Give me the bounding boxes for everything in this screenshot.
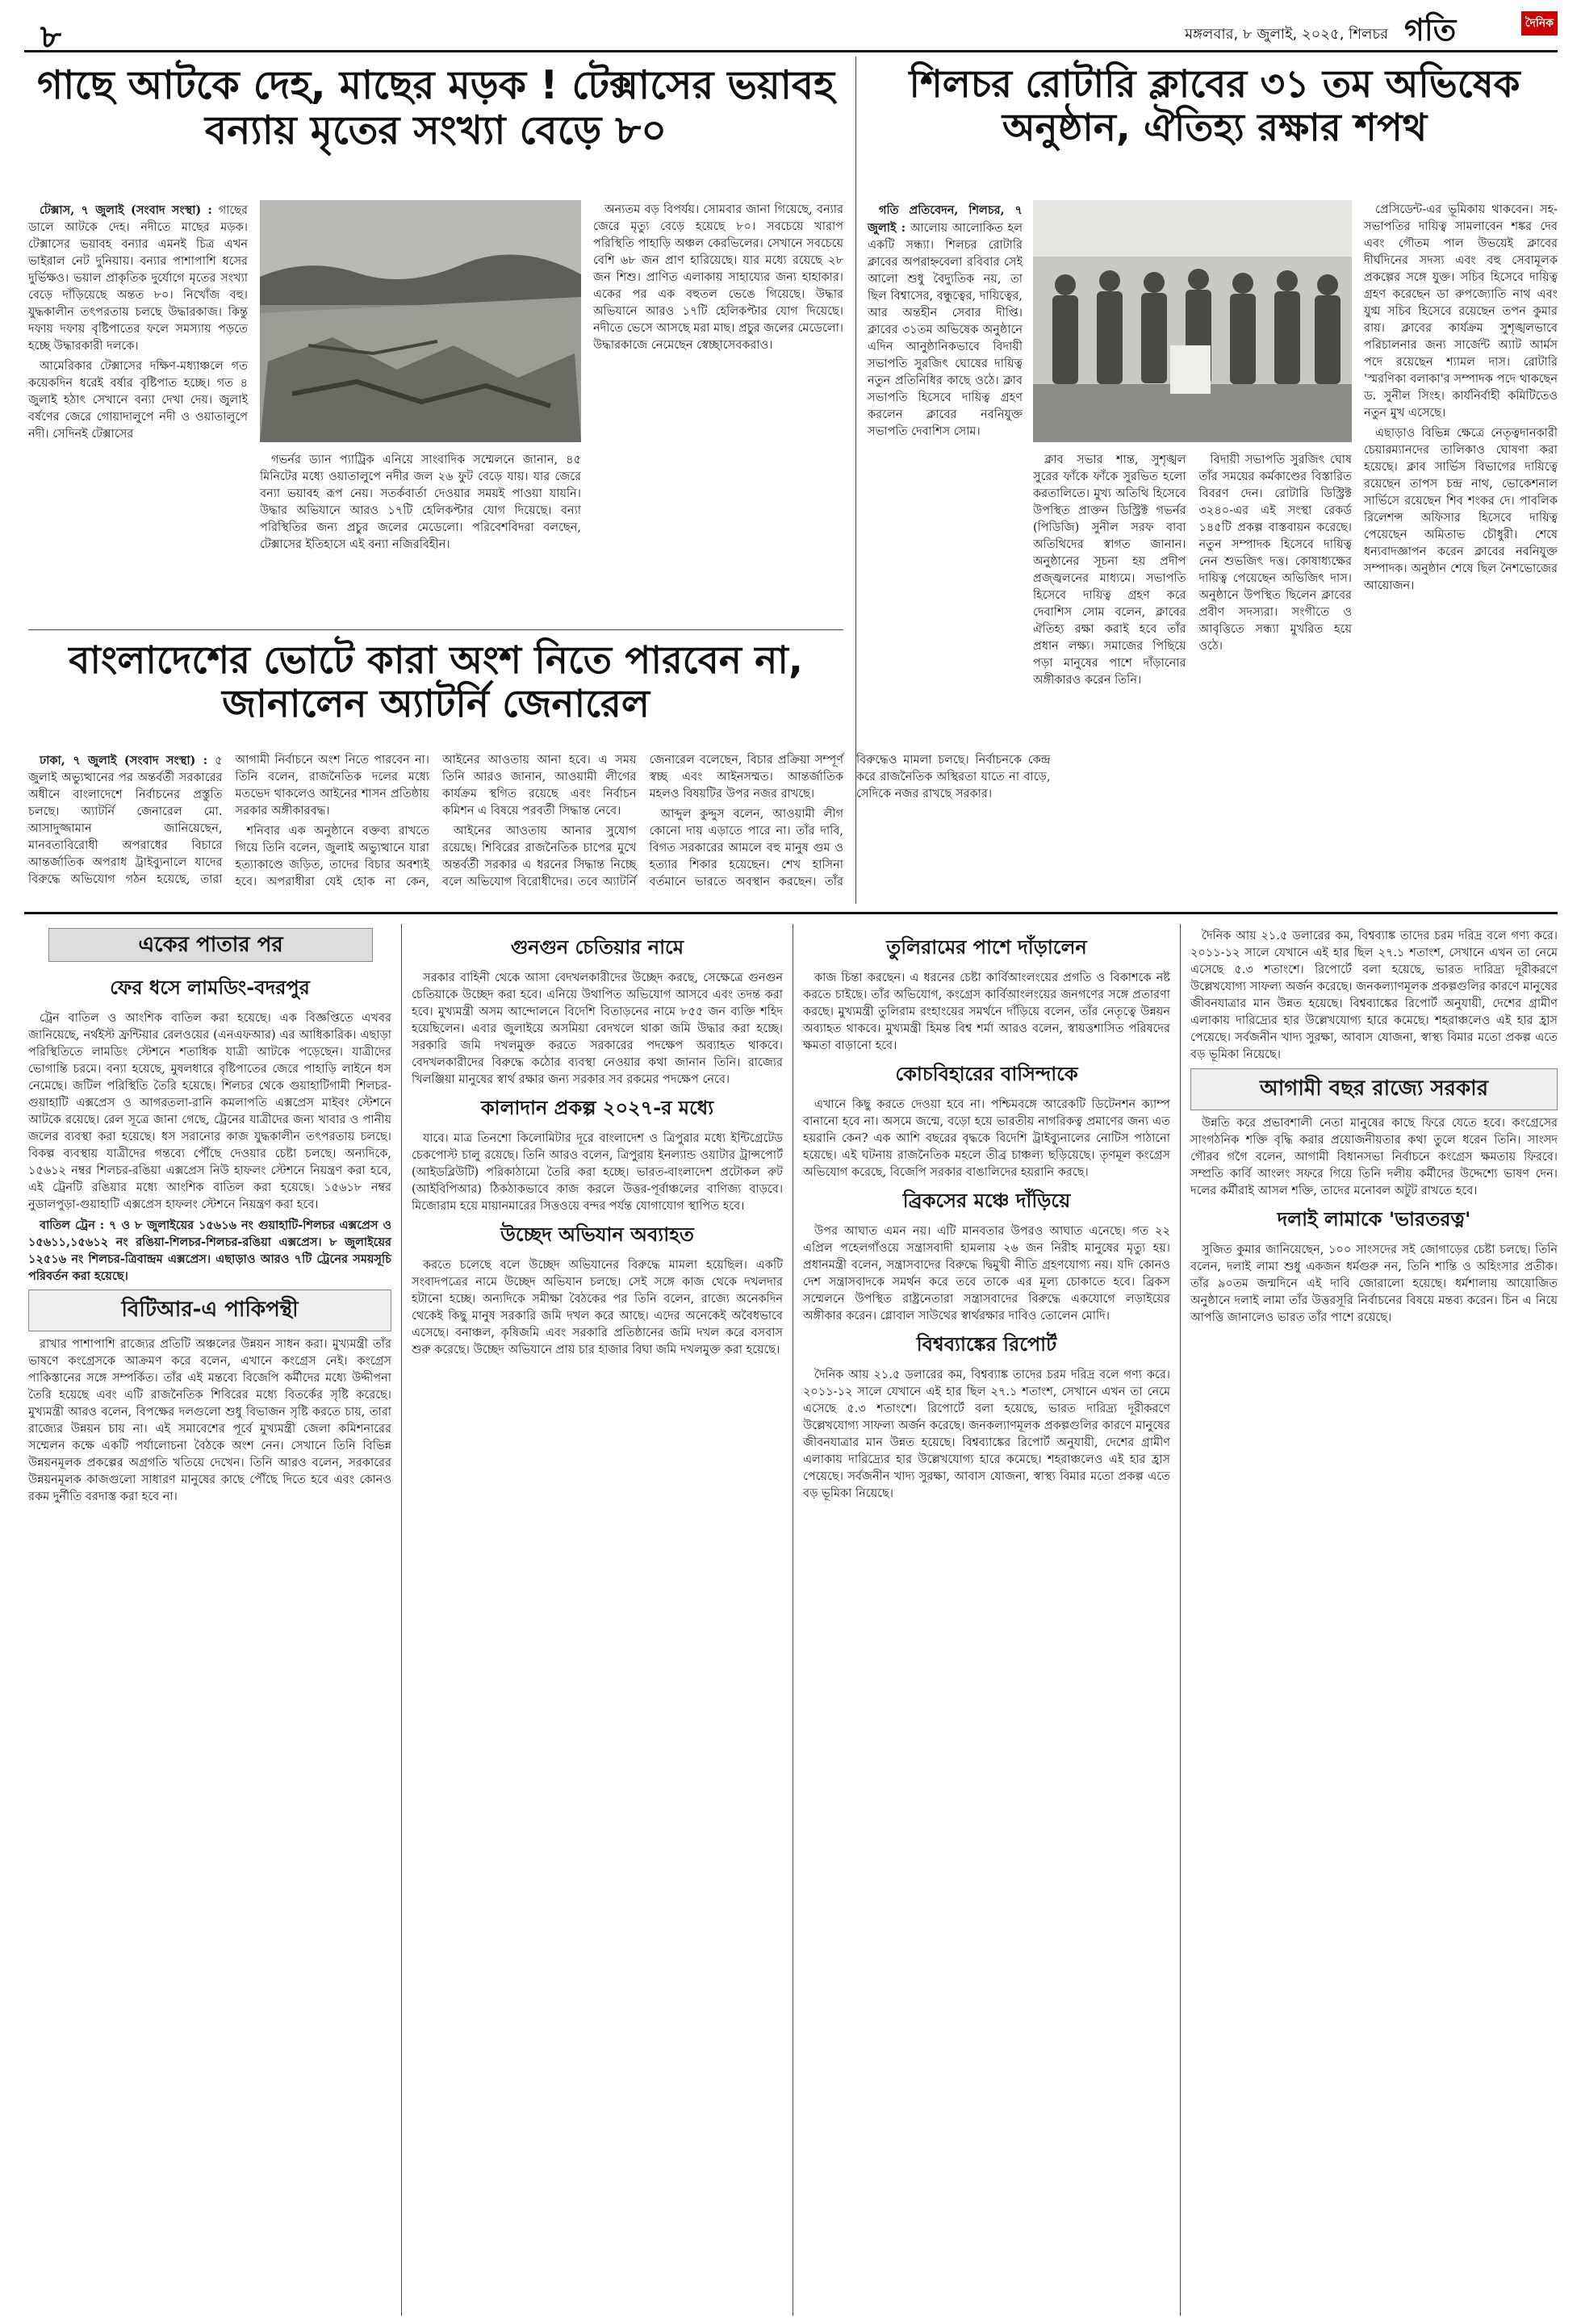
jump6-title: তুলিরামের পাশে দাঁড়ালেন: [886, 936, 1087, 959]
issue-dateline: মঙ্গলবার, ৮ জুলাই, ২০২৫, শিলচর: [1185, 26, 1388, 43]
masthead-rule: [24, 50, 1558, 52]
jump-col3: [803, 928, 1170, 2316]
jump-col4: [1190, 928, 1558, 2316]
story1-col1: [28, 202, 248, 621]
story1-paragraph-2: আমেরিকার টেক্সাসের দক্ষিণ-মধ্যাঞ্চলে গত কয়েকদিন ধরেই বর্ষার বৃষ্টিপাত হচ্ছে। গত ৪ জুলাই হঠাৎ সেখানে বন্যা দেখা দেয়। জুলাই বর্ষণের জেরে গোয়াদালুপে নদী ও ওয়াতালুপে নদী। সেদিনই টেক্সাসের: [28, 360, 248, 441]
jump-col2: [412, 928, 783, 2316]
jump10-text: উন্নতি করে প্রভাবশালী নেতা মানুষের কাছে ফিরে যেতে হবে। কংগ্রেসের সাংগঠনিক শক্তি বৃদ্ধি করার প্রয়োজনীয়তার কথা তুলে ধরেন তিনি। সাংসদ গৌরব গগৈ বলেন, আগামী বিধানসভা নির্বাচনে কংগ্রেস ক্ষমতায় ফিরবে। সম্প্রতি কার্বি আংলং সফরে গিয়ে তিনি দলীয় কর্মীদের উদ্দেশ্যে ভাষণ দেন। দলের কর্মীরাই আসল শক্তি, তাদের মনোবল অটুট রাখতে হবে।: [1190, 1117, 1558, 1198]
story1-col2: [260, 452, 581, 621]
jump1-title: ফের ধসে লামডিং-বদরপুর: [110, 976, 310, 999]
story3-paragraph-4: আব্দুল কুদ্দুস বলেন, আওয়ামী লীগ কোনো দায় এড়াতে পারে না। তাঁর দাবি, বিগত সরকারের আমলে বহু মানুষ গুম ও হত্যার শিকার হয়েছেন। শেখ হাসিনা বর্তমানে ভারতে অবস্থান করছেন। তাঁর বিরুদ্ধেও মামলা চলছে। নির্বাচনকে কেন্দ্র করে রাজনৈতিক অস্থিরতা যাতে না বাড়ে, সেদিকে নজর রাখছে সরকার।: [649, 754, 1051, 888]
jump9-continued: দৈনিক আয় ২১.৫ ডলারের কম, বিশ্বব্যাঙ্ক তাদের চরম দরিদ্র বলে গণ্য করে। ২০১১-১২ সালে যেখানে এই হার ছিল ২৭.১ শতাংশ, সেখানে এখন তা নেমে এসেছে ৫.৩ শতাংশে। রিপোর্টে বলা হয়েছে, ভারত দারিদ্র্য দূরীকরণে উল্লেখযোগ্য সাফল্য অর্জন করেছে। জনকল্যাণমূলক প্রকল্পগুলির কারণে মানুষের জীবনযাত্রার মান উন্নত হয়েছে। বিশ্বব্যাঙ্কের রিপোর্ট অনুযায়ী, দেশের গ্রামীণ এলাকায় দারিদ্র্যের হার উল্লেখযোগ্য হারে কমেছে। শহরাঞ্চলেও এই হার হ্রাস পেয়েছে। সর্বজনীন খাদ্য সুরক্ষা, আবাস যোজনা, স্বাস্থ্য বিমার মতো প্রকল্প এতে বড় ভূমিকা নিয়েছে।: [1190, 930, 1558, 1061]
story2-dateline: গতি প্রতিবেদন, শিলচর, ৭ জুলাই :: [868, 203, 1023, 235]
story2-paragraph-5: এছাড়াও বিভিন্ন ক্ষেত্রে নেতৃত্বদানকারী চেয়ারম্যানদের তালিকাও ঘোষণা করা হয়েছে। ক্লাব সার্ভিস বিভাগের দায়িত্বে রয়েছেন তাপস চন্দ্র নাথ, ভোকেশনাল সার্ভিসে রয়েছেন শিব শংকর দে। পাবলিক রিলেশন্স অফিসার হিসেবে দায়িত্ব পেয়েছেন অমিতাভ চৌধুরী। শেষে ধন্যবাদজ্ঞাপন করেন ক্লাবের নবনিযুক্ত সম্পাদক। অনুষ্ঠান শেষে ছিল নৈশভোজের আয়োজন।: [1364, 427, 1558, 592]
story1-dateline: টেক্সাস, ৭ জুলাই (সংবাদ সংস্থা) :: [40, 203, 212, 217]
story3-paragraph-1: ৫ জুলাই অভ্যুত্থানের পর অন্তর্বর্তী সরকারের অধীনে বাংলাদেশে নির্বাচনের প্রস্তুতি চলছে। অ্যাটর্নি জেনারেল মো. আসাদুজ্জামান জানিয়েছেন, মানবতাবিরোধী অপরাধের বিচারে আন্তর্জাতিক অপরাধ ট্রাইব্যুনালে যাদের বিরুদ্ধে অভিযোগ গঠন হয়েছে, তারা আগামী নির্বাচনে অংশ নিতে পারবেন না। তিনি বলেন, রাজনৈতিক দলের মধ্যে মতভেদ থাকলেও আইনের শাসন প্রতিষ্ঠায় সরকার অঙ্গীকারবদ্ধ।: [28, 754, 429, 886]
jump7-text: এখানে কিছু করতে দেওয়া হবে না। পশ্চিমবঙ্গে আরেকটি ডিটেনশন ক্যাম্প বানানো হবে না। অসমে জন্মে, বড়ো হয়ে ভারতীয় নাগরিকত্ব প্রমাণের জন্য এত হয়রানি কেন? এক আশি বছরের বৃদ্ধকে বিদেশি ট্রাইব্যুনালের নোটিস পাঠানো হয়েছে। এই ঘটনায় রাজনৈতিক মহলে তীব্র চাঞ্চল্য ছড়িয়েছে। তৃণমূল কংগ্রেস অভিযোগ করেছে, বিজেপি সরকার বাঙালিদের হয়রানি করছে।: [803, 1098, 1170, 1179]
jump2-text: রাখার পাশাপাশি রাজ্যের প্রতিটি অঞ্চলের উন্নয়ন সাধন করা। মুখ্যমন্ত্রী তাঁর ভাষণে কংগ্রেসকে আক্রমণ করে বলেন, এখানে কংগ্রেস নেই। কংগ্রেস পাকিস্তানের সঙ্গে সম্পর্কিত। তাঁর এই মন্তব্যে বিজেপি কর্মীদের মধ্যে উদ্দীপনা তৈরি হয়েছে এবং এটি রাজনৈতিক শিবিরের মধ্যে বিতর্কের সৃষ্টি করেছে। মুখ্যমন্ত্রী আরও বলেন, বিপক্ষের দলগুলো শুধু বিভাজন সৃষ্টি করতে চায়, তারা রাজ্যের উন্নয়ন চায় না। এই সমাবেশের পূর্বে মুখ্যমন্ত্রী জেলা কমিশনারের সম্মেলন কক্ষে একটি পর্যালোচনা বৈঠকে অংশ নেন। সেখানে তিনি বিভিন্ন উন্নয়নমূলক প্রকল্পের অগ্রগতি খতিয়ে দেখেন। তিনি আরও বলেন, সরকারের উন্নয়নমূলক কাজগুলো সাধারণ মানুষের কাছে পৌঁছে দিতে হবে এবং কোনও রকম দুর্নীতি বরদাস্ত করা হবে না।: [28, 1338, 391, 1503]
story3-dateline: ঢাকা, ৭ জুলাই (সংবাদ সংস্থা) :: [40, 754, 208, 767]
column-divider: [1180, 924, 1181, 2316]
jump9-title: বিশ্বব্যাঙ্কের রিপোর্ট: [916, 1333, 1057, 1356]
column-divider: [855, 56, 856, 904]
logo-text: গতি: [1404, 12, 1457, 48]
jump5-text: করতে চলেছে বলে উচ্ছেদ অভিযানের বিরুদ্ধে মামলা হয়েছিল। একটি সংবাদপত্রের নামে উচ্ছেদ অভিযান চলছে। সেই সঙ্গে কাজ থেকে দখলদার হটানো হচ্ছে। অন্যদিকে সমীক্ষা বৈঠকের পর তিনি বলেন, রাজ্যে অনেকদিন থেকেই কিছু মানুষ সরকারি জমি দখল করে আছে। এদের অনেকেই অবৈধভাবে এসেছে। বনাঞ্চল, কৃষিজমি এবং সরকারি প্রতিষ্ঠানের জমি দখল করে বসবাস শুরু করেছে। উচ্ছেদ অভিযানে প্রায় চার হাজার বিঘা জমি দখলমুক্ত করা হয়েছে।: [412, 1259, 783, 1356]
jump7-title: কোচবিহারের বাসিন্দাকে: [895, 1063, 1078, 1085]
jump2-title: বিটিআর-এ পাকিপন্থী: [28, 1289, 391, 1331]
jump5-title: উচ্ছেদ অভিযান অব্যাহত: [500, 1223, 694, 1246]
section-rule: [24, 912, 1558, 914]
flood-photo-image: [260, 200, 581, 442]
rotary-photo: [1033, 200, 1352, 442]
story1-paragraph-4: অন্যতম বড় বিপর্যয়। সোমবার জানা গিয়েছে, বন্যার জেরে মৃত্যু বেড়ে হয়েছে ৮০। সবচেয়ে খারাপ পরিস্থিতি পাহাড়ি অঞ্চল কেরভিলের। সেখানে সবচেয়ে বেশি ৬৮ জন প্রাণ হারিয়েছে। যার মধ্যে রয়েছে ২৮ জন শিশু। প্রাণিত এলাকায় সাহায্যের জন্য হাহাকার। একের পর এক বহুতল ভেঙে গিয়েছে। উদ্ধার অভিযানে আরও ১৭টি হেলিকপ্টার যোগ দিয়েছে। নদীতে ভেসে আসছে মরা মাছ। প্রচুর জলের মেডেলো। উদ্ধারকাজে নেমেছেন স্বেচ্ছাসেবকরাও।: [593, 203, 843, 352]
story2-col1: [868, 202, 1023, 904]
story3-headline: বাংলাদেশের ভোটে কারা অংশ নিতে পারবেন না, জানালেন অ্যাটর্নি জেনারেল: [69, 638, 803, 727]
jump4-text: যাবে। মাত্র তিনশো কিলোমিটার দূরে বাংলাদেশ ও ত্রিপুরার মধ্যে ইন্টিগ্রেটেড চেকপোস্ট চালু রয়েছে। তিনি আরও বলেন, ত্রিপুরায় ইনল্যান্ড ওয়াটার ট্রান্সপোর্ট (আইডব্লিউটি) পরিকাঠামো তৈরি করা হচ্ছে। ভারত-বাংলাদেশ প্রটোকল রুট (আইবিপিআর) ঠিকঠাকভাবে কাজ করলে উত্তর-পূর্বাঞ্চলের বাণিজ্য বাড়বে। মিজোরাম হয়ে মায়ানমারের সিত্তওয়ে বন্দর পর্যন্ত যোগাযোগ স্থাপিত হবে।: [412, 1132, 783, 1213]
story3-body: [28, 752, 1051, 901]
story1-paragraph-1: গাছের ডালে আটকে দেহ। নদীতে মাছের মড়ক। টেক্সাসের ভয়াবহ বন্যার এমনই চিত্র এখন ভাইরাল নেট দুনিয়ায়। বন্যার পাশাপাশি ধসের দুর্ভিক্ষও। ভয়াল প্রাকৃতিক দুর্যোগে মৃতের সংখ্যা বেড়ে দাঁড়িয়েছে অন্তত ৮০। নিখোঁজ বহু। যুদ্ধকালীন তৎপরতায় চলছে উদ্ধারকাজ। কিন্তু দফায় দফায় বৃষ্টিপাতের ফলে সমস্যায় পড়তে হচ্ছে উদ্ধারকারী দলকে।: [28, 204, 248, 353]
jump3-title: গুনগুন চেতিয়ার নামে: [510, 936, 684, 959]
jump-section-banner: একের পাতার পর: [48, 928, 373, 962]
jump1-notice: বাতিল ট্রেন : ৭ ও ৮ জুলাইয়ের ১৫৬১৬ নং গুয়াহাটি-শিলচর এক্সপ্রেস ও ১৫৬১১,১৫৬১২ নং রঙিয়া-শিলচর-শিলচর-রঙিয়া এক্সপ্রেস। ৮ জুলাইয়ের ১২৫১৬ নং শিলচর-ত্রিবান্দ্রম এক্সপ্রেস। এছাড়াও আরও ৭টি ট্রেনের সময়সূচি পরিবর্তন করা হয়েছে।: [28, 1218, 391, 1283]
newspaper-logo: [1404, 6, 1558, 47]
story3-paragraph-3: আইনের আওতায় আনার সুযোগ রয়েছে। শিবিরের রাজনৈতিক চাপের মুখে অন্তর্বর্তী সরকার এ ধরনের সিদ্ধান্ত নিচ্ছে বলে অভিযোগ বিরোধীদের। তবে অ্যাটর্নি জেনারেল বলেছেন, বিচার প্রক্রিয়া সম্পূর্ণ স্বচ্ছ এবং আইনসম্মত। আন্তর্জাতিক মহলও বিষয়টির উপর নজর রাখছে।: [442, 754, 843, 888]
column-divider: [401, 924, 402, 2316]
jump11-title: দলাই লামাকে 'ভারতরত্ন': [1277, 1208, 1471, 1231]
jump6-text: কাজ চিন্তা করছেন। এ ধরনের চেষ্টা কার্বিআংলংয়ের প্রগতি ও বিকাশকে নষ্ট করতে চাইছে। তাঁর অভিযোগ, কংগ্রেস কার্বিআংলংয়ের জনগণের সঙ্গে প্রতারণা করছে। মুখ্যমন্ত্রী তুলিরাম রংহাংয়ের সমর্থনে দাঁড়িয়ে বলেন, তাঁর নেতৃত্বে উন্নয়ন অব্যাহত থাকবে। মুখ্যমন্ত্রী হিমন্ত বিশ্ব শর্মা আরও বলেন, স্বায়ত্তশাসিত পরিষদের ক্ষমতা বাড়ানো হবে।: [803, 972, 1170, 1052]
story3-paragraph-2: শনিবার এক অনুষ্ঠানে বক্তব্য রাখতে গিয়ে তিনি বলেন, জুলাই অভ্যুত্থানে যারা হত্যাকাণ্ডে জড়িত, তাদের বিচার অবশ্যই হবে। অপরাধীরা যেই হোক না কেন, আইনের আওতায় আনা হবে। এ সময় তিনি আরও জানান, আওয়ামী লীগের কার্যক্রম স্থগিত রয়েছে এবং নির্বাচন কমিশন এ বিষয়ে পরবর্তী সিদ্ধান্ত নেবে।: [235, 754, 637, 888]
logo-tag: দৈনিক: [1521, 11, 1558, 36]
story2-headline: শিলচর রোটারি ক্লাবের ৩১ তম অভিষেক অনুষ্ঠান, ঐতিহ্য রক্ষার শপথ: [909, 62, 1520, 151]
jump8-text: উপর আঘাত এমন নয়। এটি মানবতার উপরও আঘাত এনেছে। গত ২২ এপ্রিল পহেলগাঁওয়ে সন্ত্রাসবাদী হামলায় ২৬ জন নিরীহ মানুষের মৃত্যু হয়। প্রধানমন্ত্রী বলেন, সন্ত্রাসবাদের বিরুদ্ধে দ্বিমুখী নীতি গ্রহণযোগ্য নয়। যদি কোনও দেশ সন্ত্রাসবাদকে সমর্থন করে তবে তাকে এর মূল্য চোকাতে হবে। ব্রিকস সম্মেলনে উপস্থিত রাষ্ট্রনেতারা সন্ত্রাসবাদের বিরুদ্ধে একযোগে লড়াইয়ের অঙ্গীকার করেন। গ্লোবাল সাউথের স্বার্থরক্ষার দাবিও তোলেন মোদি।: [803, 1225, 1170, 1323]
divider: [28, 629, 843, 630]
jump1-text: ট্রেন বাতিল ও আংশিক বাতিল করা হয়েছে। এক বিজ্ঞপ্তিতে এখবর জানিয়েছে, নর্থইস্ট ফ্রন্টিয়ার রেলওয়ের (এনএফআর) এর আধিকারিক। এছাড়া পরিস্থিতিতে লামডিং স্টেশনে শতাধিক যাত্রী আটকে পড়েছেন। যাত্রীদের ভোগান্তি চরমে। বন্যা হয়েছে, মুষলধারে বৃষ্টিপাতের জেরে পাহাড়ি লাইনে ধস নেমেছে। জটিল পরিস্থিতি তৈরি হয়েছে। শিলচর থেকে গুয়াহাটিগামী শিলচর-গুয়াহাটি এক্সপ্রেস ও আগরতলা-রানি কমলাপতি এক্সপ্রেস মাইবং স্টেশনে আটকে রয়েছে। রেল সূত্রে জানা গেছে, ট্রেনের যাত্রীদের জন্য খাবার ও পানীয় জলের ব্যবস্থা করা হয়েছে। ধস সরানোর কাজ যুদ্ধকালীন তৎপরতায় চলছে। বিকল্প ব্যবস্থায় যাত্রীদের গন্তব্যে পৌঁছে দেওয়ার চেষ্টা চলছে। অন্যদিকে, ১৫৬১২ নম্বর শিলচর-রঙিয়া এক্সপ্রেস নিউ হাফলং স্টেশনে নিয়ন্ত্রণ করা হবে, এই ট্রেনটি রঙিয়ার মধ্যে আংশিক বাতিল করা হয়েছে। ১৫৬১৮ নম্বর নুডালপুড়া-গুয়াহাটি এক্সপ্রেস হাফলং স্টেশনে নিয়ন্ত্রণ করা হবে।: [28, 1012, 391, 1211]
flood-photo: [260, 200, 581, 442]
story1-paragraph-3: গভর্নর ড্যান প্যাট্রিক এনিয়ে সাংবাদিক সম্মেলনে জানান, ৪৫ মিনিটের মধ্যে ওয়াতালুপে নদীর জল ২৬ ফুট বেড়ে যায়। যার জেরে বন্যা ভয়াবহ রূপ নেয়। সতর্কবার্তা দেওয়ার সময়ই পাওয়া যায়নি। উদ্ধার অভিযানে আরও ১৭টি হেলিকপ্টার যোগ দিয়েছে। বন্যা পরিস্থিতির জন্য প্রচুর জলের মেডেলো। পরিবেশবিদরা বলছেন, টেক্সাসের ইতিহাসে এই বন্যা নজিরবিহীন।: [260, 454, 581, 551]
jump10-title: আগামী বছর রাজ্যে সরকার: [1190, 1068, 1558, 1110]
masthead: [24, 6, 1558, 56]
jump-col1: [28, 968, 391, 2316]
story2-paragraph-4: প্রেসিডেন্ট-এর ভূমিকায় থাকবেন। সহ-সভাপতির দায়িত্ব সামলাবেন শঙ্কর দেব এবং গৌতম পাল উভয়েই ক্লাবের দীর্ঘদিনের সদস্য এবং বহু সেবামূলক প্রকল্পের সঙ্গে যুক্ত। সচিব হিসেবে দায়িত্ব গ্রহণ করেছেন ডা রুপজ্যোতি নাথ এবং যুগ্ম সচিব হিসেবে রয়েছেন তপন কুমার রায়। ক্লাবের কার্যক্রম সুশৃঙ্খলভাবে পরিচালনার জন্য সার্জেন্ট অ্যাট আর্মস পদে রয়েছেন শ্যামল দাস। রোটারি 'স্মরণিকা বলাকা'র সম্পাদক পদে থাকছেন ড. সুনীল সিংহ। কার্যনির্বাহী কমিটিতেও নতুন মুখ এসেছে।: [1364, 203, 1558, 420]
jump3-text: সরকার বাহিনী থেকে আসা বেদখলকারীদের উচ্ছেদ করছে, সেক্ষেত্রে গুনগুন চেতিয়াকে উচ্ছেদ করা হবে। এনিয়ে উথাপিত অভিযোগ আসবে এবং তদন্ত করা হবে। মুখ্যমন্ত্রী অসম আন্দোলনে বিদেশি বিতাড়নের নামে ৮৫৫ জন ব্যক্তি শহিদ হয়েছিলেন। এবার জুলাইয়ে অসমিয়া বেদখলে থাকা জমি উদ্ধার করা হচ্ছে। সরকারি জমি দখলমুক্ত করতে সরকারের পদক্ষেপ অব্যাহত থাকবে। বেদখলকারীদের বিরুদ্ধে কঠোর ব্যবস্থা নেওয়ার কথা জানান তিনি। রাজ্যের খিলঞ্জিয়া মানুষের স্বার্থ রক্ষার জন্য সরকার সব রকমের পদক্ষেপ নেবে।: [412, 972, 783, 1086]
jump11-text: সুজিত কুমার জানিয়েছেন, ১০০ সাংসদের সই জোগাড়ের চেষ্টা চলছে। তিনি বলেন, দলাই লামা শুধু একজন ধর্মগুরু নন, তিনি শান্তি ও অহিংসার প্রতীক। তাঁর ৯০তম জন্মদিনে এই দাবি জোরালো হয়েছে। ধর্মশালায় আয়োজিত অনুষ্ঠানে দলাই লামা তাঁর উত্তরসূরি নির্বাচনের বিষয়ে মন্তব্য করেন। চিন এ নিয়ে আপত্তি জানালেও ভারত তাঁর পাশে রয়েছে।: [1190, 1244, 1558, 1324]
story2-paragraph-3: বিদায়ী সভাপতি সুরজিৎ ঘোষ তাঁর সময়ের কর্মকাণ্ডের বিস্তারিত বিবরণ দেন। রোটারি ডিস্ট্রিক্ট ৩২৪০-এর এই সংস্থা রেকর্ড ১৪৫টি প্রকল্প বাস্তবায়ন করেছে। নতুন সম্পাদক হিসেবে দায়িত্ব নেন শুভজিৎ দত্ত। কোষাধ্যক্ষের দায়িত্ব পেয়েছেন অভিজিৎ দাস। অনুষ্ঠানে উপস্থিত ছিলেন ক্লাবের প্রবীণ সদস্যরা। সংগীতে ও আবৃত্তিতে সন্ধ্যা মুখরিত হয়ে ওঠে।: [1198, 454, 1352, 653]
jump4-title: কালাদান প্রকল্প ২০২৭-র মধ্যে: [480, 1097, 714, 1119]
story2-paragraph-1: আলোয় আলোকিত হল একটি সন্ধ্যা। শিলচর রোটারি ক্লাবের অপরাহ্নবেলা রবিবার সেই আলো শুধু বৈদ্যুতিক নয়, তা ছিল বিশ্বাসের, বন্ধুত্বের, দায়িত্বের, আর অন্তহীন সেবার দীপ্তি। ক্লাবের ৩১তম অভিষেক অনুষ্ঠানে এদিন আনুষ্ঠানিকভাবে বিদায়ী সভাপতি সুরজিৎ ঘোষের দায়িত্ব নতুন প্রতিনিধির কাছে ওঠে। ক্লাব সভাপতি হিসেবে দায়িত্ব গ্রহণ করলেন ক্লাবের নবনিযুক্ত সভাপতি দেবাশিস সোম।: [868, 222, 1023, 438]
page-number: ৮: [40, 19, 61, 56]
rotary-photo-image: [1033, 200, 1352, 442]
story2-paragraph-2: ক্লাব সভার শান্ত, সুশৃঙ্খল সুরের ফাঁকে ফাঁকে সুরভিত হলো করতালিতে। মুখ্য অতিথি হিসেবে উপস্থিত প্রাক্তন ডিস্ট্রিক্ট গভর্নর (পিডিজি) সুনীল সরফ বাবা অতিথিদের স্বাগত জানান। অনুষ্ঠানের সূচনা হয় প্রদীপ প্রজ্জ্বলনের মাধ্যমে। সভাপতি হিসেবে দায়িত্ব গ্রহণ করে দেবাশিস সোম বলেন, ক্লাবের ঐতিহ্য রক্ষা করাই হবে তাঁর প্রধান লক্ষ্য। সমাজের পিছিয়ে পড়া মানুষের পাশে দাঁড়ানোর অঙ্গীকারও করেন তিনি।: [1033, 454, 1186, 687]
story2-col3: [1364, 202, 1558, 904]
jump8-title: ব্রিকসের মঞ্চে দাঁড়িয়ে: [902, 1189, 1071, 1212]
story1-col3: [593, 202, 843, 621]
story2-col2: [1033, 452, 1352, 904]
story1-headline: গাছে আটকে দেহ, মাছের মড়ক ! টেক্সাসের ভয়াবহ বন্যায় মৃতের সংখ্যা বেড়ে ৮০: [37, 62, 834, 154]
jump9-text: দৈনিক আয় ২১.৫ ডলারের কম, বিশ্বব্যাঙ্ক তাদের চরম দরিদ্র বলে গণ্য করে। ২০১১-১২ সালে যেখানে এই হার ছিল ২৭.১ শতাংশ, সেখানে এখন তা নেমে এসেছে ৫.৩ শতাংশে। রিপোর্টে বলা হয়েছে, ভারত দারিদ্র্য দূরীকরণে উল্লেখযোগ্য সাফল্য অর্জন করেছে। জনকল্যাণমূলক প্রকল্পগুলির কারণে মানুষের জীবনযাত্রার মান উন্নত হয়েছে। বিশ্বব্যাঙ্কের রিপোর্ট অনুযায়ী, দেশের গ্রামীণ এলাকায় দারিদ্র্যের হার উল্লেখযোগ্য হারে কমেছে। শহরাঞ্চলেও এই হার হ্রাস পেয়েছে। সর্বজনীন খাদ্য সুরক্ষা, আবাস যোজনা, স্বাস্থ্য বিমার মতো প্রকল্প এতে বড় ভূমিকা নিয়েছে।: [803, 1369, 1170, 1500]
